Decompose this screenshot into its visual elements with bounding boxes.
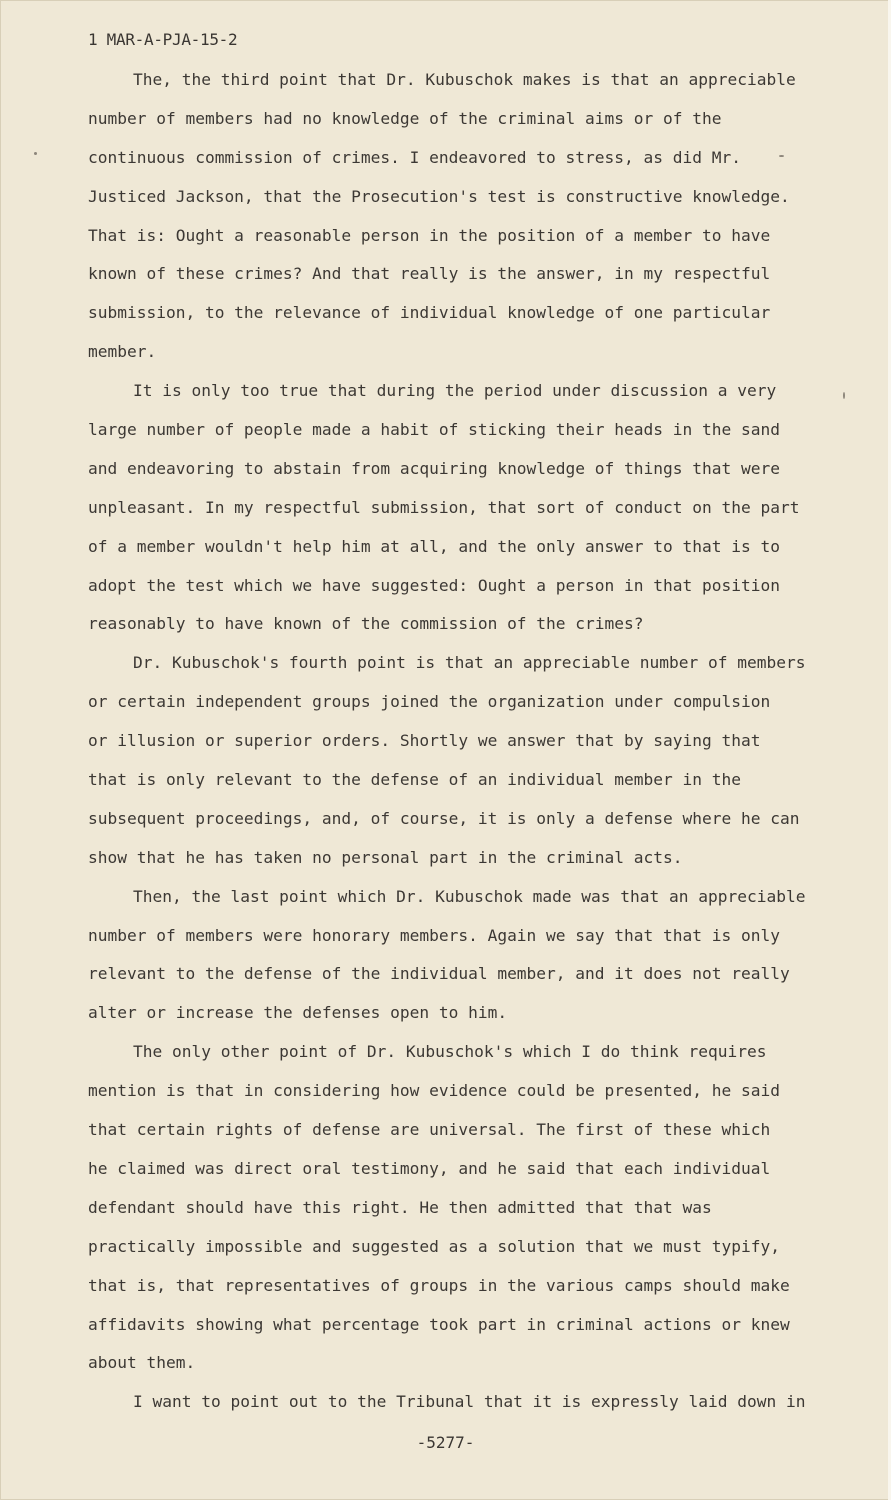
text-line: that is only relevant to the defense of an individual member in the — [88, 770, 741, 790]
text-line: adopt the test which we have suggested: Ought a person in that position — [88, 575, 780, 595]
text-line: continuous commission of crimes. I endeavored to stress, as did Mr. — [88, 147, 741, 167]
paper-speck — [779, 155, 784, 157]
text-line: alter or increase the defenses open to him. — [88, 1003, 508, 1023]
text-line: submission, to the relevance of individual knowledge of one particular — [88, 303, 771, 323]
text-line: show that he has taken no personal part in the criminal acts. — [88, 847, 683, 867]
text-line: relevant to the defense of the individual member, and it does not really — [88, 964, 790, 984]
text-line: number of members had no knowledge of the criminal aims or of the — [88, 108, 722, 128]
text-line: unpleasant. In my respectful submission, that sort of conduct on the part — [88, 497, 800, 517]
paper-speck — [843, 392, 845, 399]
text-line: Justiced Jackson, that the Prosecution's test is constructive knowledge. — [88, 186, 790, 206]
text-line: member. — [88, 342, 157, 362]
text-line: The, the third point that Dr. Kubuschok makes is that an appreciable — [133, 70, 796, 89]
text-line: Dr. Kubuschok's fourth point is that an appreciable number of members — [133, 653, 806, 673]
text-line: I want to point out to the Tribunal that it is expressly laid down in — [133, 1392, 806, 1412]
text-line: or illusion or superior orders. Shortly we answer that by saying that — [88, 731, 761, 751]
text-line: about them. — [88, 1353, 196, 1373]
text-line: that is, that representatives of groups in the various camps should make — [88, 1275, 790, 1295]
text-line: and endeavoring to abstain from acquiring knowledge of things that were — [88, 458, 780, 478]
text-line: Then, the last point which Dr. Kubuschok made was that an appreciable — [133, 886, 806, 906]
text-line: of a member wouldn't help him at all, and the only answer to that is to — [88, 536, 780, 556]
text-line: that certain rights of defense are universal. The first of these which — [88, 1120, 771, 1140]
text-line: large number of people made a habit of sticking their heads in the sand — [88, 420, 780, 440]
text-line: number of members were honorary members. Again we say that that is only — [88, 925, 780, 945]
text-line: affidavits showing what percentage took part in criminal actions or knew — [88, 1314, 790, 1334]
text-line: reasonably to have known of the commission of the crimes? — [88, 614, 644, 634]
transcript-body — [88, 61, 818, 1422]
text-line: or certain independent groups joined the organization under compulsion — [88, 692, 771, 712]
paper-speck — [34, 152, 37, 155]
text-line: The only other point of Dr. Kubuschok's which I do think requires — [133, 1042, 767, 1062]
text-line: he claimed was direct oral testimony, and he said that each individual — [88, 1158, 771, 1178]
text-line: known of these crimes? And that really is the answer, in my respectful — [88, 264, 771, 284]
text-line: subsequent proceedings, and, of course, it is only a defense where he can — [88, 808, 800, 828]
text-line: practically impossible and suggested as a solution that we must typify, — [88, 1236, 780, 1256]
text-line: That is: Ought a reasonable person in the position of a member to have — [88, 225, 771, 245]
page-number: -5277- — [416, 1433, 475, 1452]
text-line: mention is that in considering how evidence could be presented, he said — [88, 1081, 780, 1101]
document-reference: 1 MAR-A-PJA-15-2 — [88, 30, 238, 49]
text-line: defendant should have this right. He then admitted that that was — [88, 1197, 712, 1217]
text-line: It is only too true that during the period under discussion a very — [133, 381, 777, 401]
